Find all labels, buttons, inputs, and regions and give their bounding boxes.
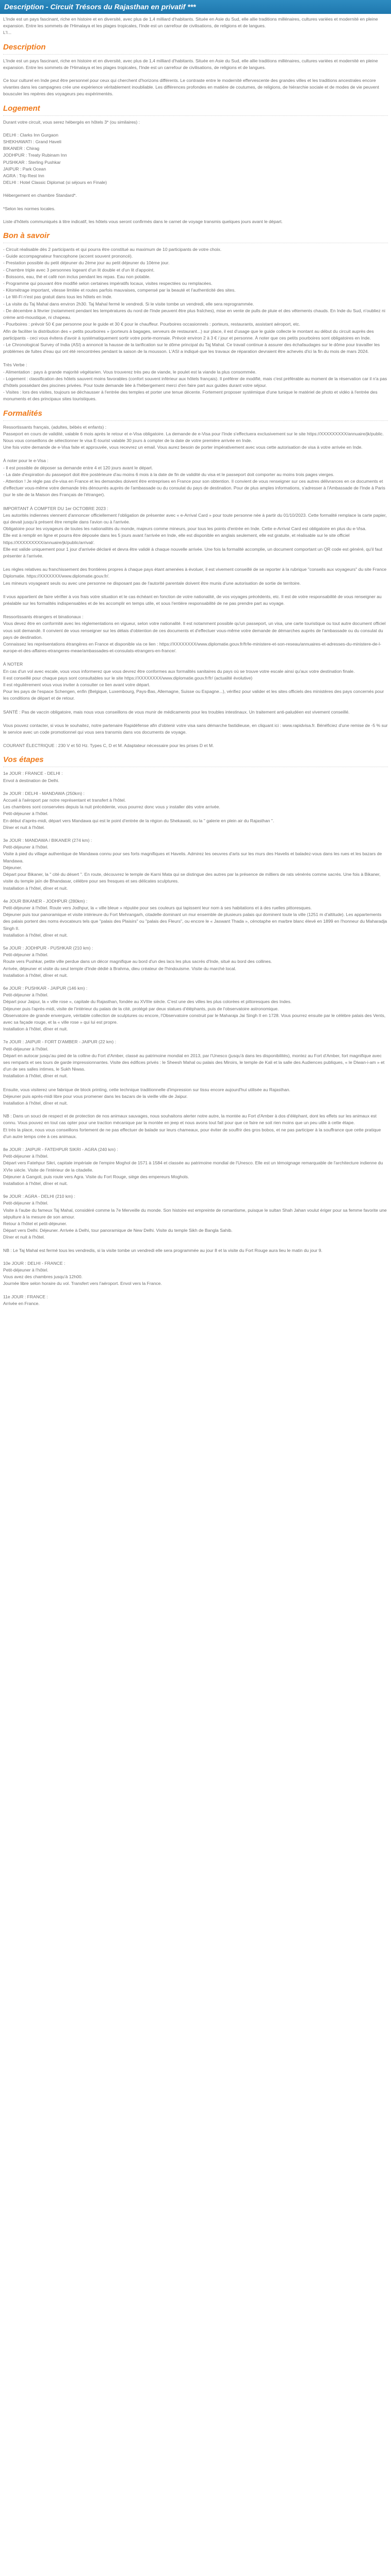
text-line: Les chambres sont conservées depuis la nuit précédente, vous pourrez donc vous y installer dès votre arrivée.	[3, 804, 220, 810]
text-line: BIKANER : Chirag	[3, 146, 40, 151]
divider	[3, 115, 388, 116]
text-line: Petit-déjeuner à l'hôtel.	[3, 1200, 48, 1206]
text-line: Petit-déjeuner à l'hôtel.	[3, 844, 48, 850]
text-line: Ressortissants français, (adultes, bébés et enfants) :	[3, 424, 107, 430]
text-line: Pour les pays de l'espace Schengen, enfin (Belgique, Luxembourg, Pays-Bas, Allemagne, Suisse ou Espagne...), vérifiez pour valider et les sites officiels des ministères des pays concernés pour les conditions de départ et de retour.	[3, 689, 384, 701]
paragraph	[3, 58, 388, 71]
text-line: Très Verbe :	[3, 362, 27, 368]
section	[3, 43, 388, 98]
text-line: Petit-déjeuner à l'hôtel.	[3, 1154, 48, 1159]
text-line: - Boissons, eau, thé et café non inclus pendant les repas. Eau non potable.	[3, 274, 151, 279]
paragraph	[3, 1146, 388, 1187]
text-line: Route vers Pushkar, petite ville perdue dans un décor magnifique au bord d'un des lacs les plus sacrés d'Inde, situé au bord des collines.	[3, 959, 272, 964]
text-line: - Pourboires : prévoir 50 € par personne pour le guide et 30 € pour le chauffeur. Pourboires occasionnels : porteurs, restaurants, assistant aéroport, etc.	[3, 321, 300, 327]
text-line: Petit-déjeuner à l'hôtel.	[3, 1046, 48, 1052]
text-line	[3, 702, 388, 709]
text-line: Journée libre selon horaire du vol. Transfert vers l'aéroport. Envol vers la France.	[3, 1281, 162, 1286]
page-title: Description - Circuit Trésors du Rajasthan en privatif ***	[0, 0, 391, 14]
text-line: Les mineurs voyageant seuls ou avec une personne ne disposant pas de l'autorité parentale doivent être munis d'une autorisation de sortie de territoire.	[3, 580, 301, 586]
text-line: Installation à l'hôtel, dîner et nuit.	[3, 885, 68, 891]
text-line: Les règles relatives au franchissement des frontières propres à chaque pays étant amenées à évoluer, il est vivement conseillé de se reporter à la rubrique "conseils aux voyageurs" du site France Diplomatie. https://XXXXXXX/www.diplomatie.gouv.fr/.	[3, 567, 387, 579]
text-line: AGRA : Trip Rest Inn	[3, 173, 44, 179]
text-line: En cas d'un vol avec escale, vous vous informerez que vous devrez être conformes aux formalités sanitaires du pays où se trouve votre escale ainsi qu'aux votre destination finale.	[3, 668, 355, 674]
description-content	[0, 16, 391, 1307]
text-line: L'Inde est un pays fascinant, riche en histoire et en diversité, avec plus de 1,4 milliard d'habitants. Située en Asie du Sud, elle allie traditions millénaires, cultures variées et modernité en pleine expansion. Entre les sommets de l'Himalaya et les plages tropicales, l'Inde est un carrefour de civilisations, de religions et de langues.	[3, 16, 378, 29]
text-line: Observatoire de grande envergure, véritable collection de sculptures ou encore, l'Observatoire construit par le Maharaja Jai Singh II en 1728. Vous pourrez ensuite par le célèbre palais des Vents, avec sa façade rouge, et la « ville rose » qui lui est propre.	[3, 1012, 386, 1025]
paragraph	[3, 898, 388, 939]
section	[3, 755, 388, 1307]
text-line: À NOTER	[3, 662, 23, 667]
text-line: 1e JOUR : FRANCE - DELHI :	[3, 771, 63, 776]
text-line: Retour à l'hôtel et petit-déjeuner.	[3, 1221, 67, 1227]
paragraph	[3, 770, 388, 784]
text-line: Arrivée, déjeuner et visite du seul temple d'Inde dédié à Brahma, dieu créateur de l'hindouisme. Visite du marché local.	[3, 965, 236, 971]
text-line: 3e JOUR : MANDAWA / BIKANER (274 km) :	[3, 838, 92, 843]
text-line: Dîner et nuit à l'hôtel.	[3, 1234, 45, 1240]
text-line: Déjeuner puis après-midi libre pour vous promener dans les bazars de la vieille ville de Jaipur.	[3, 1093, 188, 1099]
text-line: - Circuit réalisable dès 2 participants et qui pourra être constitué au maximum de 10 participants de votre choix.	[3, 247, 222, 252]
text-line: Départ pour Bikaner, la " cité du désert ". En route, découvrez le temple de Karni Mata qui se distingue des autres par la présence de milliers de rats vénérés comme sacrés. Une fois à Bikaner, visite du temple jaïn de Bhandasar, célèbre pour ses fresques et ses délicates sculptures.	[3, 872, 381, 884]
text-line: Petit-déjeuner à l'hôtel.	[3, 992, 48, 998]
paragraph	[3, 246, 388, 402]
paragraph	[3, 77, 388, 98]
text-line: 6e JOUR : PUSHKAR - JAIPUR (146 km) :	[3, 985, 88, 991]
text-line: Dîner et nuit à l'hôtel.	[3, 824, 45, 830]
divider	[3, 54, 388, 55]
paragraph	[3, 1260, 388, 1287]
text-line: - Le Wi-Fi n'est pas gratuit dans tous les hôtels en Inde.	[3, 294, 112, 300]
text-line: Installation à l'hôtel, dîner et nuit.	[3, 1073, 68, 1079]
text-line: Vous avez des chambres jusqu'à 12h00.	[3, 1274, 83, 1280]
paragraph	[3, 218, 388, 225]
text-line: Vous pouvez contacter, si vous le souhaitez, notre partenaire Rapidéfense afin d'obtenir votre visa sans démarche fastidieuse, en cliquant ici : www.rapidvisa.fr. Bénéficiez d'une remise de -5 % sur le service avec un code promotionnel qui vous sera transmis dans vos documents de voyage.	[3, 722, 388, 735]
text-line: Déjeuner à Gangoli, puis route vers Agra. Visite du Fort Rouge, siège des empereurs Moghols.	[3, 1174, 189, 1179]
text-line: Vous devez être en conformité avec les réglementations en vigueur, selon votre nationalité. Il est notamment possible qu'un passeport, un visa, une carte touristique ou tout autre document officiel vous soit demandé. Il convient de vous renseigner sur les délais d'obtention de ces documents et d'effectuer vous-même votre demande de démarches auprès de l'ambassade ou du consulat du pays de destination.	[3, 621, 386, 640]
text-line: Départ vers Delhi. Déjeuner. Arrivée à Delhi, tour panoramique de New Delhi. Visite du temple Sikh de Bangla Sahib.	[3, 1228, 233, 1233]
text-line: Nous vous conseillons de sélectionner le visa E-tourist valable 30 jours à compter de la date de votre première arrivée en Inde.	[3, 437, 252, 443]
text-line: Départ en autocar jusqu'au pied de la colline du Fort d'Amber, classé au patrimoine mondial en 2013, par l'Unesco (jusqu'à dans les disponibilités), montez au Fort d'Amber, fort magnifique avec ses remparts et ses tours de garde impressionnantes. Visite des édifices privés : le Sheesh Mahal ou palais des Miroirs, le temple de Kali et la salle des Audiences publiques, « le Diwan-i-am » et d'un de ses salles intimes, le Sukh Niwas.	[3, 1053, 385, 1072]
text-line: 5e JOUR : JODHPUR - PUSHKAR (210 km) :	[3, 945, 93, 951]
text-line: - Il est possible de déposer sa demande entre 4 et 120 jours avant le départ.	[3, 465, 153, 470]
section	[3, 104, 388, 225]
text-line: Installation à l'hôtel, dîner et nuit.	[3, 1100, 68, 1106]
text-line: - Chambre triple avec 3 personnes logeant d'un lit double et d'un lit d'appoint.	[3, 267, 155, 273]
text-line: Hébergement en chambre Standard*.	[3, 193, 77, 198]
text-line: Connaissez les représentations étrangères en France et disponible via ce lien : https://XXXXXXXX/www.diplomatie.gouv.fr/fr/le-ministere-et-son-reseau/annuaires-et-adresses-du-ministere-de-l-europe-et-des-affaires-etrangeres-meae/ambassades-et-consulats-etrangers-en-france/.	[3, 641, 382, 654]
text-line: JODHPUR : Treaty Rubinam Inn	[3, 152, 67, 158]
paragraph	[3, 206, 388, 212]
text-line	[3, 607, 388, 614]
text-line	[3, 587, 388, 594]
section	[3, 16, 388, 37]
text-line: Visite à l'aube du fameux Taj Mahal, considéré comme la 7e Merveille du monde. Son histoire est empreinte de romantisme, puisque le sultan Shah Jahan voulut ériger pour sa femme favorite une sépulture à la mesure de son amour.	[3, 1207, 387, 1219]
text-line: 7e JOUR : JAIPUR - FORT D'AMBER - JAIPUR (22 km) :	[3, 1039, 117, 1045]
text-line: NB : Dans un souci de respect et de protection de nos animaux sauvages, nous souhaitons alerter notre autre, la montée au Fort d'Amber à dos d'éléphant, dont les effets sur les animaux est connu. Vous pouvez en tout cas opter pour une traction mécanique par la montée en jeep et nous avons tout fait pour que ce faire ne soit rien moins que un peu utile à cette étape.	[3, 1113, 377, 1126]
text-line: Elle est à remplir en ligne et pourra être déposée dans les 5 jours avant l'arrivée en Inde, elle est disponible en anglais seulement, elle est gratuite, et réalisable sur le site officiel https://XXXXXXXXX/annuaire/jk/public/arrival/.	[3, 533, 350, 545]
text-line	[3, 736, 388, 742]
text-line: 8e JOUR : JAIPUR - FATEHPUR SIKRI - AGRA (240 km) :	[3, 1147, 118, 1152]
paragraph	[3, 119, 388, 126]
text-line: 2e JOUR : DELHI - MANDAWA (250km) :	[3, 790, 85, 796]
text-line: Liste d'hôtels communiqués à titre indicatif, les hôtels vous seront confirmés dans le carnet de voyage transmis quelques jours avant le départ.	[3, 218, 283, 224]
text-line: 9e JOUR : AGRA - DELHI (210 km) :	[3, 1194, 75, 1199]
text-line: SHEKHAWATI : Grand Haveli	[3, 139, 61, 145]
text-line: Ce tour culturel en Inde peut être personnel pour ceux qui cherchent d'horizons différents. Le contraste entre le modernité effervescente des grandes villes et les traditions ancestrales encore vivantes dans les campagnes crée une expérience véritablement inoubliable. Les différences profondes en matière de coutumes, de religions, de hiérarchie sociale et de modes de vie peuvent bousculer les repères des voyageurs peu expérimentés.	[3, 78, 379, 97]
text-line	[3, 499, 388, 505]
text-line: Ensuite, vous visiterez une fabrique de block printing, cette technique traditionnelle d'impression sur tissu encore aujourd'hui utilisée au Rajasthan.	[3, 1087, 290, 1092]
paragraph	[3, 1193, 388, 1241]
text-line: - Programme qui pouvant être modifié selon certaines impératifs locaux, visites respectées ou remplacées.	[3, 281, 213, 286]
text-line: Elle est valide uniquement pour 1 jour d'arrivée déclaré et devra être validé à chaque nouvelle arrivée. Une fois la formalité accomplie, un document comportant un QR code est généré, qu'il faut présenter à l'arrivée.	[3, 546, 383, 558]
paragraph	[3, 1294, 388, 1307]
text-line: - Attention ! Je règle pas d'e-visa en France et les demandes doivent être entreprises en France pour son obtention. Il convient de vous renseigner sur ces autres délivrances en ce documents et d'effectuer vous-même votre demande très dénourrés auprès de l'ambassade ou du consulat du pays de destination. Pour de plus amples informations, s'adresser à l'Ambassade de l'Inde à Paris (sur le site de la Maison des Français de l'étranger).	[3, 478, 385, 498]
text-line: - Guide accompagnateur francophone (accent souvent prononcé).	[3, 253, 133, 259]
text-line: 10e JOUR : DELHI - FRANCE :	[3, 1260, 66, 1266]
text-line: - Logement : classification des hôtels sauvent moins favorables (confort souvent inférieur aux hôtels français). Il préférer de modifié, mais c'est préférable au moment de la réservation car il n'a pas d'hôtels possédant des piscines privées. Pour toute demande liée à l'hébergement merci d'en faire part aux guides durant votre séjour.	[3, 376, 387, 388]
text-line	[3, 355, 388, 362]
text-line: - Prestation possible du petit déjeuner du 2ème jour au petit déjeuner du 10ème jour.	[3, 260, 170, 266]
text-line: Accueil à l'aéroport par notre représentant et transfert à l'hôtel.	[3, 798, 126, 803]
text-line: Petit-déjeuner à l'hôtel. Route vers Jodhpur, la « ville bleue » réputée pour ses couleurs qui tapissent leur nom à ses habitations et à des ruelles pittoresques.	[3, 905, 312, 910]
text-line: COURANT ÉLECTRIQUE : 230 V et 50 Hz. Types C, D et M. Adaptateur nécessaire pour les prises D et M.	[3, 743, 214, 749]
text-line: - Kilométrage important, vitesse limitée et routes parfois mauvaises, compensé par la beauté et l'authenticité des sites.	[3, 287, 236, 293]
text-line: PUSHKAR : Sterling Pushkar	[3, 159, 61, 165]
paragraph	[3, 132, 388, 187]
text-line: NB : Le Taj Mahal est fermé tous les vendredis, si la visite tombe un vendredi elle sera programmée au jour 8 et la visite du Fort Rouge aura lieu le matin du jour 9.	[3, 1247, 322, 1253]
text-line: Une fois votre demande de e-Visa faite et approuvée, vous recevrez un email. Vous aurez besoin de porter impérativement avec vous cette autorisation de visa à votre arrivée en Inde.	[3, 445, 363, 450]
text-line: Déjeuner.	[3, 865, 22, 870]
text-line: *Selon les normes locales.	[3, 206, 56, 211]
text-line: Déjeuner puis tour panoramique et visite intérieure du Fort Mehrangarh, citadelle dominant un mur ensemble de plusieurs palais qui dominent toute la ville (1251 m d'altitude). Les appartements des palais portent des noms évocateurs tels que "palais des Plaisirs" ou "palais des Fleurs", ou encore le « Jaswant Thada », cénotaphe en marbre blanc élevé en 1899 en l'honneur du Maharadja Singh II.	[3, 912, 387, 931]
text-line: Durant votre circuit, vous serez hébergés en hôtels 3* (ou similaires) :	[3, 119, 140, 125]
paragraph	[3, 790, 388, 831]
paragraph	[3, 424, 388, 750]
text-line: Départ pour Jaipur, la « ville rose », capitale du Rajasthan, fondée au XVIIIe siècle. C'est une des villes les plus colorées et pittoresques des Indes.	[3, 999, 292, 1005]
text-line: DELHI : Clarks Inn Gurgaon	[3, 132, 58, 138]
text-line: Installation à l'hôtel, dîner et nuit.	[3, 932, 68, 938]
text-line: Afin de faciliter la distribution des « petits pourboires » (porteurs à bagages, serveurs de restaurant...) sur place, il est d'usage que le guide collecte le montant au début du circuit auprès des participants - ceci vous évitera d'avoir à systématiquement sortir votre porte-monnaie. Prévoir environ 2 à 3 € / jour et personne. À noter que ces petits pourboires sont obligatoires en Inde.	[3, 328, 374, 341]
text-line: Petit-déjeuner à l'hôtel.	[3, 811, 48, 817]
paragraph	[3, 945, 388, 979]
text-line: Passeport en cours de validité, valable 6 mois après le retour et e-Visa obligatoire. La demande de e-Visa pour l'Inde s'effectuera exclusivement sur le site https://XXXXXXXXX/annuaire/jk/public.	[3, 431, 384, 436]
text-line: En début d'après-midi, départ vers Mandawa qui est le point d'entrée de la région du Shekawati, ou la " galerie en plein air du Rajasthan ".	[3, 818, 274, 823]
text-line: Ressortissants étrangers et binationaux :	[3, 614, 84, 620]
text-line: Installation à l'hôtel, dîner et nuit.	[3, 972, 68, 978]
text-line: Petit-déjeuner à l'hôtel.	[3, 1267, 48, 1273]
text-line: - La visite du Taj Mahal dans environ 2h30. Taj Mahal fermé le vendredi. Si le visite tombe un vendredi, elle sera reprogrammée.	[3, 301, 254, 307]
text-line: - De décembre à février (notamment pendant les températures du nord de l'Inde peuvent être plus fraîches), mise en vente de pulls de pluie et des vêtements chauds. En Inde du Sud, n'oubliez ni crème anti-moustique, ni chapeau.	[3, 308, 385, 320]
text-line: DELHI : Hotel Classic Diplomat (si séjours en Finale)	[3, 180, 107, 185]
text-line: Départ vers Fatehpur Sikri, capitale impériale de l'empire Moghol de 1571 à 1584 et classée au patrimoine mondial de l'Unesco. Elle est un témoignage remarquable de l'architecture indienne du XVIe siècle. Visite de l'intérieur de la citadelle.	[3, 1160, 383, 1173]
paragraph	[3, 1113, 388, 1140]
paragraph	[3, 192, 388, 199]
paragraph	[3, 1039, 388, 1107]
text-line: 11e JOUR : FRANCE :	[3, 1294, 48, 1299]
text-line: - Alimentation : pays à grande majorité végétarien. Vous trouverez très peu de viande, le poulet est la viande la plus consommée.	[3, 369, 257, 375]
text-line: Déjeuner puis l'après-midi, visite de l'intérieur du palais de la cité, protégé par deux statues d'éléphants, puis de l'observatoire astronomique.	[3, 1006, 279, 1011]
text-line: Visite à pied du village authentique de Mandawa connu pour ses forts magnifiques et Havelis. Admirez les oeuvres d'arts sur les murs des Havelis et baladez-vous dans les rues et les bazars de Mandawa.	[3, 851, 382, 863]
text-line: Et très la place, nous vous conseillons fortement de ne pas effectuer de balade sur leurs chameaux, pour éviter de souffrir des gros bobos, et ne pas participer à la souffrance que cette pratique d'un autre temps crée à ces animaux.	[3, 1127, 381, 1139]
section-heading: Vos étapes	[3, 755, 44, 765]
text-line: Obligatoire pour les voyageurs de toutes les nationalités du monde, majeurs comme mineurs, pour tous les points d'entrée en Inde. Cette e-Arrival Card est obligatoire en plus du e-Visa.	[3, 526, 367, 532]
text-line: - Le Chronological Survey of India (ASI) a annoncé la hausse de la tarification sur le dôme principal du Taj Mahal. Ce travail continue à assurer des échafaudages sur le dôme pour travailler les problèmes de fuites d'eau qui ont été rencontrées pendant la saison de la mousson. L'ASI a indiqué que les travaux de réparation devraient être achevés d'ici la fin du mois de mars 2024.	[3, 342, 380, 354]
paragraph	[3, 985, 388, 1032]
text-line: 4e JOUR BIKANER - JODHPUR (280km) :	[3, 898, 88, 904]
text-line: SANTÉ : Pas de vaccin obligatoire, mais nous vous conseillons de vous munir de médicaments pour les troubles intestinaux. Un traitement anti-paludéen est vivement conseillé.	[3, 709, 350, 715]
section-heading: Bon à savoir	[3, 231, 50, 241]
text-line	[3, 716, 388, 722]
text-line: JAIPUR : Park Ocean	[3, 166, 46, 172]
section-heading: Logement	[3, 104, 40, 113]
paragraph	[3, 16, 388, 37]
text-line: Petit-déjeuner à l'hôtel.	[3, 952, 48, 958]
divider	[3, 420, 388, 421]
text-line: Installation à l'hôtel, dîner et nuit.	[3, 1181, 68, 1187]
text-line: Installation à l'hôtel, dîner et nuit.	[3, 1026, 68, 1032]
text-line: - La date d'expiration du passeport doit être postérieure d'au moins 6 mois à la date de fin de validité du visa et le passeport doit comporter au moins trois pages vierges.	[3, 471, 334, 477]
text-line: Les autorités indiennes viennent d'annoncer officiellement l'obligation de présenter avec « e-Arrival Card » pour toute personne née à partir du 01/10/2023. Cette formalité remplace la carte papier, qui devait jusqu'à présent être remplie dans l'avion ou à l'arrivée.	[3, 512, 387, 524]
text-line: - Visites : lors des visites, toujours se déchausser à l'entrée des temples et porter une tenue décente. Fortement proposer systémique d'une tunique le matériel de photo et vidéo à l'entrée des monuments et des principaux sites touristiques.	[3, 389, 378, 402]
text-line: Il vous appartient de faire vérifier à vos frais votre situation et le cas échéant en fonction de votre nationalité, de vos voyages précédents, etc. Il est de votre responsabilité de vous renseigner au préalable sur les formalités indispensables et de les accomplir en temps utile, et sous l'entière responsabilité de ne pas prendre part au voyage.	[3, 594, 382, 606]
section-heading: Description	[3, 42, 46, 52]
text-line	[3, 654, 388, 661]
text-line: Il est régulièrement vous vous inviter à consulter ce lien avant votre départ.	[3, 682, 151, 688]
text-line: Il est conseillé pour chaque pays sont consultables sur le site https://XXXXXXXX/www.diplomatie.gouv.fr/fr/ (actualité évolutive)	[3, 675, 253, 681]
text-line	[3, 560, 388, 566]
paragraph	[3, 1247, 388, 1254]
text-line	[3, 451, 388, 457]
section-heading: Formalités	[3, 409, 42, 418]
text-line: L'I...	[3, 30, 11, 36]
paragraph	[3, 837, 388, 892]
text-line: L'Inde est un pays fascinant, riche en histoire et en diversité, avec plus de 1,4 milliard d'habitants. Située en Asie du Sud, elle allie traditions millénaires, cultures variées et modernité en pleine expansion. Entre les sommets de l'Himalaya et les plages tropicales, l'Inde est un carrefour de civilisations, de religions et de langues.	[3, 58, 378, 70]
section	[3, 231, 388, 402]
text-line: Arrivée en France.	[3, 1300, 40, 1306]
section	[3, 409, 388, 750]
text-line: IMPORTANT À COMPTER DU 1er OCTOBRE 2023 :	[3, 505, 108, 511]
text-line: À noter pour le e-Visa :	[3, 458, 48, 464]
text-line	[3, 1080, 388, 1087]
text-line: Envol à destination de Delhi.	[3, 777, 59, 783]
